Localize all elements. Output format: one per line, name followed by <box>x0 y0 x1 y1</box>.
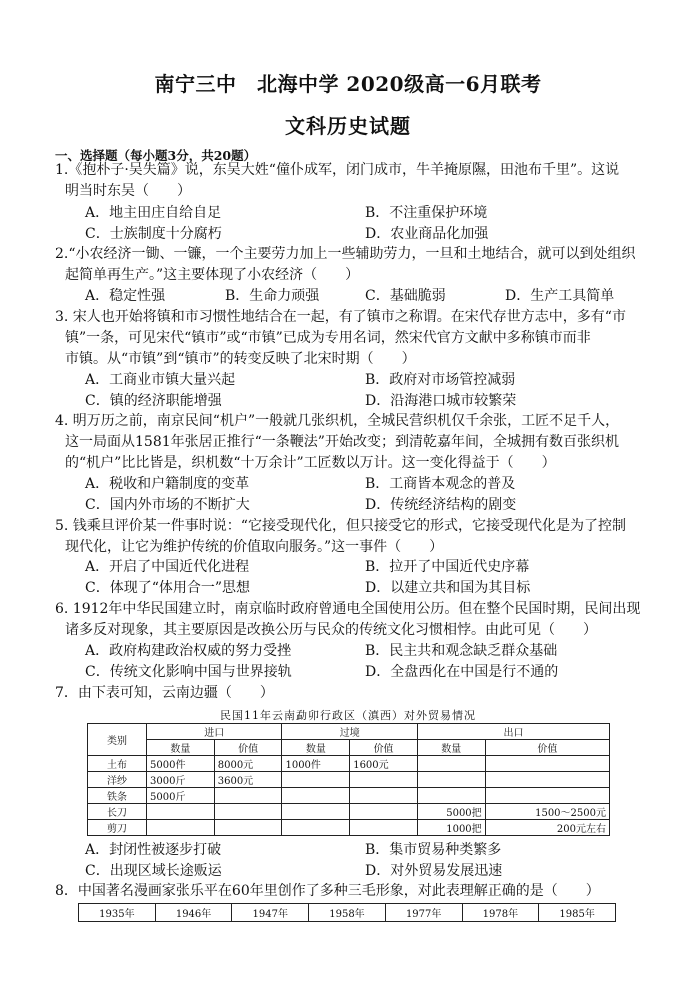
table-cell <box>417 772 485 788</box>
table-header: 数量 <box>417 740 485 756</box>
year-cell: 1935年 <box>79 904 156 922</box>
option-b: B．政府对市场管控减弱 <box>365 372 516 388</box>
table-cell <box>417 756 485 772</box>
exam-title: 南宁三中 北海中学 2020级高一6月联考 <box>154 72 542 96</box>
table-cell <box>282 772 350 788</box>
table-cell <box>147 804 215 820</box>
option-b: B．不注重保护环境 <box>365 205 488 221</box>
option-d: D．对外贸易发展迅速 <box>365 863 503 879</box>
table-cell: 1000件 <box>282 756 350 772</box>
question-text: 3. 宋人也开始将镇和市习惯性地结合在一起，有了镇市之称谓。在宋代存世方志中，多有“市 <box>55 309 626 325</box>
table-cell <box>350 788 418 804</box>
table-row <box>79 904 616 922</box>
table-header: 价值 <box>214 740 282 756</box>
option-c: C．镇的经济职能增强 <box>85 393 222 409</box>
question-2-options <box>85 286 645 307</box>
table-subheader-row <box>88 740 610 756</box>
question-text: 明当时东吴（ ） <box>65 183 191 199</box>
question-text: 1.《抱朴子·吴失篇》说，东吴大姓“僮仆成军，闭门成市，牛羊掩原隰，田池布千里”。这说 <box>55 162 620 178</box>
question-3-options <box>85 370 645 412</box>
table-cell <box>282 820 350 836</box>
question-text: 的“机户”比比皆是，织机数“十万余计”工匠数以万计。这一变化得益于（ ） <box>65 455 556 471</box>
question-6 <box>55 599 645 641</box>
table-cell: 5000斤 <box>147 788 215 804</box>
option-b: B．拉开了中国近代史序幕 <box>365 559 530 575</box>
option-c: C．基础脆弱 <box>365 288 446 304</box>
table-cell <box>214 820 282 836</box>
option-d: D．生产工具简单 <box>505 288 615 304</box>
option-c: C．士族制度十分腐朽 <box>85 226 222 242</box>
table-cell: 1600元 <box>350 756 418 772</box>
option-d: D．沿海港口城市较繁荣 <box>365 393 517 409</box>
year-cell: 1958年 <box>309 904 386 922</box>
table-cell <box>417 788 485 804</box>
option-a: A．政府构建政治权威的努力受挫 <box>85 643 292 659</box>
option-d: D．农业商品化加强 <box>365 226 489 242</box>
table-cell: 土布 <box>88 756 147 772</box>
table-header: 类别 <box>88 724 147 756</box>
year-cell: 1978年 <box>462 904 539 922</box>
table-cell: 洋纱 <box>88 772 147 788</box>
table-header-row <box>88 724 610 740</box>
option-c: C．出现区域长途贩运 <box>85 863 222 879</box>
year-cell: 1977年 <box>385 904 462 922</box>
question-5-options <box>85 557 645 599</box>
table-cell: 长刀 <box>88 804 147 820</box>
question-6-options <box>85 641 645 683</box>
option-a: A．稳定性强 <box>85 288 166 304</box>
option-b: B．民主共和观念缺乏群众基础 <box>365 643 558 659</box>
table-cell: 5000件 <box>147 756 215 772</box>
option-a: A．地主田庄自给自足 <box>85 205 222 221</box>
option-a: A．税收和户籍制度的变革 <box>85 476 250 492</box>
table-cell <box>485 772 609 788</box>
table-header: 价值 <box>485 740 609 756</box>
table-cell: 3000斤 <box>147 772 215 788</box>
option-a: A．工商业市镇大量兴起 <box>85 372 236 388</box>
option-b: B．工商皆本观念的普及 <box>365 476 516 492</box>
table-cell: 8000元 <box>214 756 282 772</box>
question-text: 这一局面从1581年张居正推行“一条鞭法”开始改变；到清乾嘉年间，全城拥有数百张织机 <box>65 434 619 450</box>
table-cell <box>147 820 215 836</box>
option-a: A．封闭性被逐步打破 <box>85 842 222 858</box>
table-cell <box>350 772 418 788</box>
table-cell <box>282 804 350 820</box>
table-cell <box>485 788 609 804</box>
question-7 <box>55 683 645 704</box>
table-cell: 1500～2500元 <box>485 804 609 820</box>
question-text: 2.“小农经济一锄、一镰，一个主要劳力加上一些辅助劳力，一旦和土地结合，就可以到处组织 <box>55 246 636 262</box>
trade-table <box>87 723 610 836</box>
question-5 <box>55 516 645 558</box>
table-cell: 3600元 <box>214 772 282 788</box>
question-text: 8．中国著名漫画家张乐平在60年里创作了多种三毛形象，对此表理解正确的是（ ） <box>55 883 600 899</box>
table-cell: 200元左右 <box>485 820 609 836</box>
question-7-options <box>85 840 645 882</box>
option-c: C．体现了“体用合一”思想 <box>85 580 251 596</box>
question-text: 镇”一条，可见宋代“镇市”或“市镇”已成为专用名词，然宋代官方文献中多称镇市而非 <box>65 330 591 346</box>
option-b: B．生命力顽强 <box>225 288 320 304</box>
table-row <box>88 756 610 772</box>
question-8 <box>55 881 645 902</box>
question-text: 4. 明万历之前，南京民间“机户”一般就几张织机，全城民营织机仅千余张，工匠不足千人， <box>55 413 620 429</box>
question-text: 现代化，让它为维护传统的价值取向服务。”这一事件（ ） <box>65 539 444 555</box>
table-header: 进口 <box>147 724 282 740</box>
question-1-options <box>85 203 645 245</box>
question-4 <box>55 411 645 474</box>
option-a: A．开启了中国近代化进程 <box>85 559 250 575</box>
question-2 <box>55 244 645 286</box>
table-header: 出口 <box>417 724 609 740</box>
question-text: 6. 1912年中华民国建立时，南京临时政府曾通电全国使用公历。但在整个民国时期，民间出现 <box>55 601 641 617</box>
table-header: 价值 <box>350 740 418 756</box>
table-cell <box>282 788 350 804</box>
table-header: 数量 <box>282 740 350 756</box>
year-cell: 1946年 <box>155 904 232 922</box>
option-c: C．国内外市场的不断扩大 <box>85 497 250 513</box>
question-1 <box>55 160 645 202</box>
question-4-options <box>85 474 645 516</box>
option-c: C．传统文化影响中国与世界接轨 <box>85 664 292 680</box>
table-caption: 民国11年云南勐卯行政区（滇西）对外贸易情况 <box>220 709 476 722</box>
table-row <box>88 788 610 804</box>
table-row <box>88 820 610 836</box>
option-b: B．集市贸易种类繁多 <box>365 842 502 858</box>
table-row <box>88 804 610 820</box>
table-cell <box>350 804 418 820</box>
table-cell <box>214 788 282 804</box>
table-row <box>88 772 610 788</box>
table-cell: 5000把 <box>417 804 485 820</box>
question-text: 起简单再生产。”这主要体现了小农经济（ ） <box>65 267 360 283</box>
option-d: D．以建立共和国为其目标 <box>365 580 531 596</box>
table-cell <box>350 820 418 836</box>
question-text: 诸多反对现象，其主要原因是改换公历与民众的传统文化习惯相悖。由此可见（ ） <box>65 622 597 638</box>
year-cell: 1947年 <box>232 904 309 922</box>
table-cell <box>485 756 609 772</box>
table-cell <box>214 804 282 820</box>
exam-subtitle: 文科历史试题 <box>285 114 411 138</box>
section-heading: 一、选择题（每小题3分，共20题） <box>55 148 257 163</box>
table-cell: 剪刀 <box>88 820 147 836</box>
years-table <box>78 903 616 922</box>
question-text: 市镇。从“市镇”到“镇市”的转变反映了北宋时期（ ） <box>65 351 416 367</box>
option-d: D．全盘西化在中国是行不通的 <box>365 664 559 680</box>
question-3 <box>55 307 645 370</box>
table-cell: 铁条 <box>88 788 147 804</box>
question-text: 5. 钱乘旦评价某一件事时说：“它接受现代化，但只接受它的形式，它接受现代化是为了控制 <box>55 518 626 534</box>
question-text: 7．由下表可知，云南边疆（ ） <box>55 685 274 701</box>
table-header: 数量 <box>147 740 215 756</box>
option-d: D．传统经济结构的剧变 <box>365 497 517 513</box>
table-cell: 1000把 <box>417 820 485 836</box>
table-header: 过境 <box>282 724 417 740</box>
year-cell: 1985年 <box>539 904 616 922</box>
